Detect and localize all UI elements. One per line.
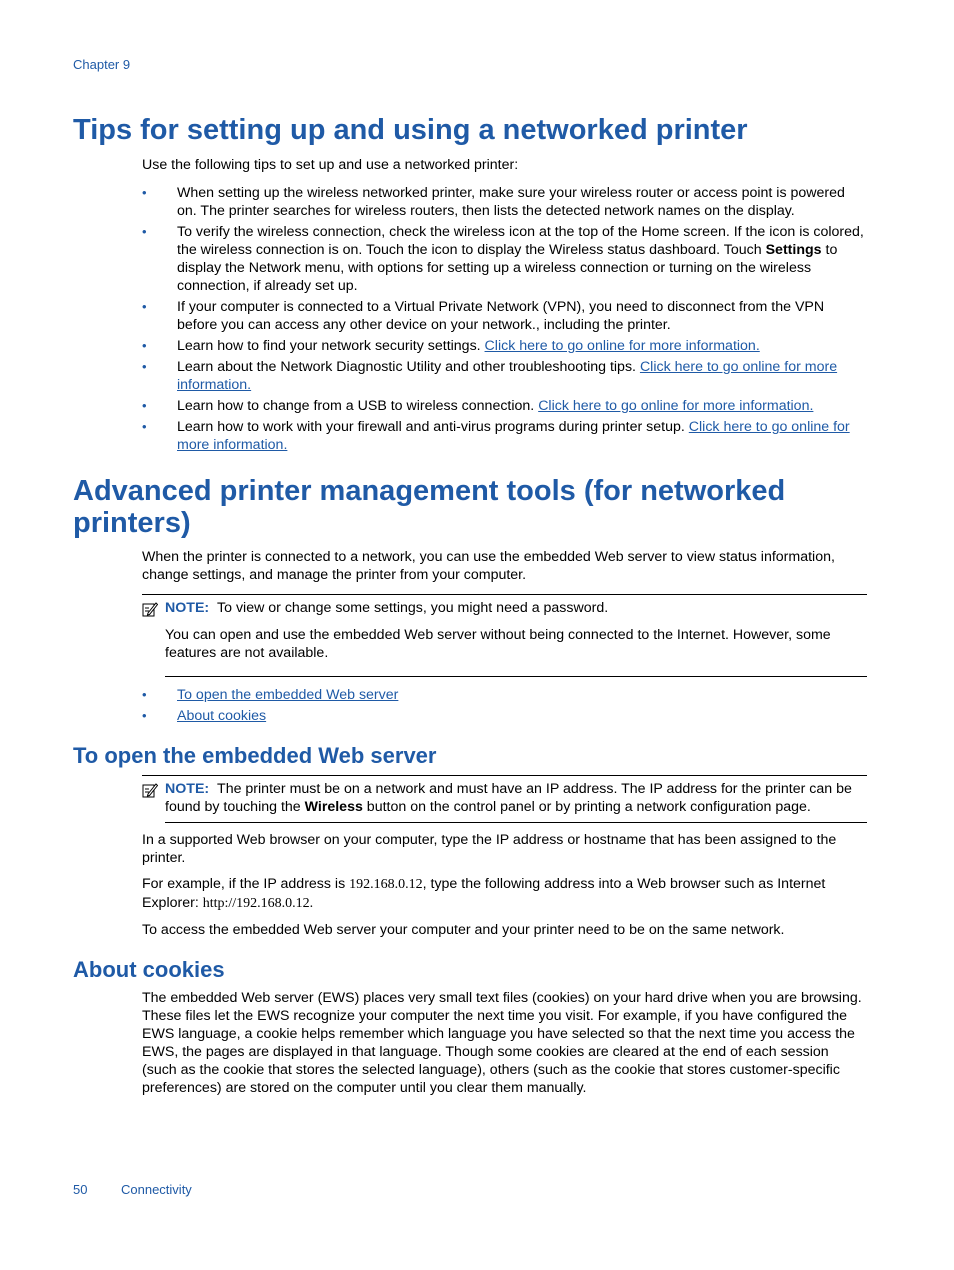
note-bottom-divider [165, 676, 867, 677]
footer-section: Connectivity [121, 1182, 192, 1197]
ews-paragraph-2 [142, 875, 867, 913]
list-item [142, 686, 867, 704]
tips-intro: Use the following tips to set up and use a networked printer: [142, 157, 519, 173]
list-item [142, 358, 867, 394]
bullet-icon: • [142, 224, 147, 239]
note-text: button on the control panel or by printing a network configuration page. [362, 799, 811, 815]
ews-paragraph-1: In a supported Web browser on your computer, type the IP address or hostname that has been assigned to the printer. [142, 832, 837, 866]
tip-text: Learn how to work with your firewall and anti-virus programs during printer setup. [177, 419, 689, 435]
online-info-link[interactable]: Click here to go online for more information. [538, 398, 814, 414]
note-text: To view or change some settings, you might need a password. [217, 600, 609, 616]
list-item [142, 418, 867, 454]
ews-url: http://192.168.0.12 [202, 896, 310, 911]
list-item [142, 223, 867, 295]
ews-text: For example, if the IP address is [142, 876, 350, 892]
cookies-paragraph: The embedded Web server (EWS) places very small text files (cookies) on your hard drive when you are browsing. These files let the EWS recognize your computer the next time you visit. For example, if you have configured the EWS language, a cookie helps remember which language you have selected so that the next time you access the EWS, the pages are displayed in that language. Though some cookies are cleared at the end of each session (such as the cookie that stores the selected language), others (such as the cookie that stores customer-specific preferences) are stored on the computer until you clear them manually. [142, 990, 862, 1096]
tips-list [142, 184, 867, 457]
settings-bold: Settings [765, 242, 822, 258]
ip-address: 192.168.0.12 [349, 877, 423, 892]
tip-text: When setting up the wireless networked printer, make sure your wireless router or access point is powered on. The printer searches for wireless routers, then lists the detected network names on the display. [177, 185, 845, 219]
ews-paragraph-3: To access the embedded Web server your computer and your printer need to be on the same network. [142, 922, 785, 938]
tip-text: To verify the wireless connection, check the wireless icon at the top of the Home screen. If the icon is colored, the wireless connection is on. Touch the icon to display the Wireless status dashboard. Touch [177, 224, 864, 258]
list-item [142, 298, 867, 334]
section-title-advanced: Advanced printer management tools (for networked printers) [73, 475, 786, 539]
bullet-icon: • [142, 398, 147, 413]
list-item [142, 337, 867, 355]
note-pencil-icon [142, 782, 158, 798]
note-top-divider [142, 594, 867, 595]
wireless-bold: Wireless [304, 799, 363, 815]
list-item [142, 184, 867, 220]
ews-text: , type the following address into a Web browser such as Internet Explorer: [142, 876, 826, 911]
online-info-link[interactable]: Click here to go online for more information. [177, 419, 850, 453]
bullet-icon: • [142, 185, 147, 200]
page-number: 50 [73, 1182, 88, 1197]
bullet-icon: • [142, 687, 147, 702]
list-item [142, 397, 867, 415]
bullet-icon: • [142, 299, 147, 314]
section-title-cookies: About cookies [73, 957, 225, 982]
link-about-cookies[interactable]: About cookies [177, 708, 267, 724]
tip-text: Learn how to change from a USB to wireless connection. [177, 398, 539, 414]
note-text: The printer must be on a network and must have an IP address. The IP address for the printer can be found by touching the [165, 781, 852, 815]
ews-text: . [309, 896, 314, 911]
section-title-tips: Tips for setting up and using a networked printer [73, 114, 748, 146]
note-bottom-divider [165, 822, 867, 823]
advanced-intro: When the printer is connected to a network, you can use the embedded Web server to view status information, change settings, and manage the printer from your computer. [142, 549, 835, 583]
online-info-link[interactable]: Click here to go online for more information. [484, 338, 760, 354]
note-box [142, 599, 867, 662]
note-top-divider [142, 775, 867, 776]
note-box [142, 780, 867, 816]
online-info-link[interactable]: Click here to go online for more information. [177, 359, 838, 393]
note-pencil-icon [142, 601, 158, 617]
tip-text: Learn about the Network Diagnostic Utility and other troubleshooting tips. [177, 359, 640, 375]
note-label: NOTE: [165, 781, 210, 797]
tip-text: Learn how to find your network security settings. [177, 338, 485, 354]
list-item [142, 707, 867, 725]
bullet-icon: • [142, 359, 147, 374]
note-paragraph: You can open and use the embedded Web server without being connected to the Internet. However, some features are not available. [165, 627, 831, 661]
bullet-icon: • [142, 419, 147, 434]
bullet-icon: • [142, 338, 147, 353]
chapter-header: Chapter 9 [73, 57, 131, 72]
section-title-open-ews: To open the embedded Web server [73, 743, 437, 768]
bullet-icon: • [142, 708, 147, 723]
link-open-ews[interactable]: To open the embedded Web server [177, 687, 399, 703]
note-label: NOTE: [165, 600, 210, 616]
tip-text: to display the Network menu, with options for setting up a wireless connection or turning on the wireless connection, if already set up. [177, 242, 838, 294]
tip-text: If your computer is connected to a Virtual Private Network (VPN), you need to disconnect from the VPN before you can access any other device on your network., including the printer. [177, 299, 825, 333]
section-links-list [142, 686, 867, 728]
